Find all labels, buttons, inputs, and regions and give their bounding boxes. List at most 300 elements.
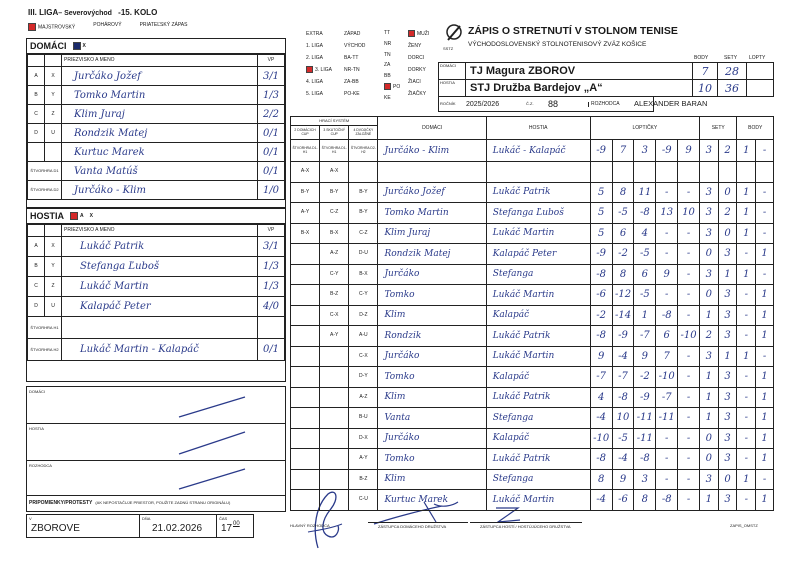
set-score: -5 bbox=[634, 244, 656, 265]
table-row: D U Rondzik Matej 0/1 bbox=[28, 124, 285, 143]
away-team-name: STJ Družba Bardejov „A“ bbox=[466, 80, 693, 97]
set-score: 8 bbox=[634, 490, 656, 511]
table-row: ŠTVORHRA H2 Lukáč Martin - Kalapáč 0/1 bbox=[28, 339, 285, 361]
set-score: - bbox=[678, 469, 700, 490]
player-vp: 0/1 bbox=[258, 162, 285, 181]
set-score: -11 bbox=[634, 408, 656, 429]
set-score: -8 bbox=[590, 449, 612, 470]
table-row: A X Lukáč Patrik 3/1 bbox=[28, 237, 285, 257]
points-away: 1 bbox=[756, 408, 774, 429]
sig-line-home bbox=[368, 522, 468, 523]
table-row: C Z Lukáč Martin 1/3 bbox=[28, 277, 285, 297]
away-player: Lukáč Martin bbox=[486, 346, 590, 367]
form-code: ZAPIS_OMSTZ bbox=[730, 523, 758, 528]
sets-away: 3 bbox=[718, 490, 737, 511]
system-cell: B-Y bbox=[291, 182, 320, 203]
system-cell: C-U bbox=[349, 490, 378, 511]
set-score: 3 bbox=[634, 469, 656, 490]
sets-home: 1 bbox=[700, 387, 719, 408]
player-vp: 0/1 bbox=[258, 124, 285, 143]
home-player: Jurčáko Jožef bbox=[378, 182, 486, 203]
date-cell: DŇA 21.02.2026 bbox=[140, 515, 217, 537]
system-cell: D-Y bbox=[349, 367, 378, 388]
points-home: - bbox=[737, 367, 756, 388]
sig-label-away: ZÁSTUPCA HOSTÍ / HOSTÚJÚCEHO DRUŽSTVA bbox=[480, 524, 571, 529]
col-vp-header: VP bbox=[258, 225, 285, 237]
player-name: Kalapáč Peter bbox=[62, 297, 258, 317]
set-score: -4 bbox=[590, 408, 612, 429]
system-cell bbox=[291, 428, 320, 449]
points-home: - bbox=[737, 244, 756, 265]
system-cell: C-Z bbox=[320, 203, 349, 224]
system-cell: C-Y bbox=[349, 285, 378, 306]
sets-away: 0 bbox=[718, 223, 737, 244]
set-score: - bbox=[678, 264, 700, 285]
sets-home: 3 bbox=[700, 469, 719, 490]
table-row: B Y Tomko Martin 1/3 bbox=[28, 86, 285, 105]
away-player: Lukáč Patrik bbox=[486, 182, 590, 203]
points-away: - bbox=[756, 182, 774, 203]
points-home: 1 bbox=[737, 182, 756, 203]
points-away: 1 bbox=[756, 305, 774, 326]
set-score: 5 bbox=[590, 223, 612, 244]
set-score: - bbox=[656, 244, 678, 265]
referee-name: ALEXANDER BARAN bbox=[634, 99, 708, 108]
set-score bbox=[678, 162, 700, 183]
system-cell: C-X bbox=[320, 305, 349, 326]
away-player: Kalapáč bbox=[486, 367, 590, 388]
system-cell: B-X bbox=[291, 223, 320, 244]
away-player: Kalapáč bbox=[486, 428, 590, 449]
player-name bbox=[62, 317, 258, 339]
player-vp: 1/3 bbox=[258, 277, 285, 297]
player-name: Lukáč Martin - Kalapáč bbox=[62, 339, 258, 361]
away-player: Kalapáč bbox=[486, 305, 590, 326]
league-name: III. LIGA bbox=[28, 8, 59, 17]
set-score: -10 bbox=[656, 367, 678, 388]
set-score: -9 bbox=[590, 140, 612, 162]
system-cell: A-Y bbox=[320, 326, 349, 347]
set-score: 11 bbox=[634, 182, 656, 203]
points-home: - bbox=[737, 326, 756, 347]
set-score: -4 bbox=[590, 490, 612, 511]
points-home: 1 bbox=[737, 346, 756, 367]
system-cell bbox=[320, 428, 349, 449]
points-home: - bbox=[737, 387, 756, 408]
system-cell: ŠTVORHRA D1-H1 bbox=[320, 140, 349, 162]
set-score: - bbox=[678, 428, 700, 449]
set-score: - bbox=[678, 244, 700, 265]
set-score bbox=[612, 162, 634, 183]
away-player: Stefanga bbox=[486, 408, 590, 429]
set-score: -8 bbox=[590, 326, 612, 347]
points-home: - bbox=[737, 305, 756, 326]
match-row bbox=[291, 305, 774, 326]
match-number: 88 bbox=[548, 99, 559, 109]
points-away: - bbox=[756, 264, 774, 285]
checkbox-checked-icon bbox=[73, 42, 81, 50]
set-score: -8 bbox=[634, 449, 656, 470]
sets-home: 0 bbox=[700, 244, 719, 265]
set-score: -4 bbox=[612, 346, 634, 367]
home-player: Tomko bbox=[378, 449, 486, 470]
player-vp: 3/1 bbox=[258, 237, 285, 257]
set-score: - bbox=[656, 428, 678, 449]
player-name: Tomko Martin bbox=[62, 86, 258, 105]
table-row: B Y Stefanga Ľuboš 1/3 bbox=[28, 257, 285, 277]
home-player: Jurčáko bbox=[378, 346, 486, 367]
table-row: C Z Klim Juraj 2/2 bbox=[28, 105, 285, 124]
match-row bbox=[291, 428, 774, 449]
set-score: -10 bbox=[678, 326, 700, 347]
points-away: 1 bbox=[756, 387, 774, 408]
system-cell: A-Z bbox=[349, 387, 378, 408]
form-subtitle: VÝCHODOSLOVENSKÝ STOLNOTENISOVÝ ZVÄZ KOŠICE bbox=[468, 41, 647, 48]
player-name: Rondzik Matej bbox=[62, 124, 258, 143]
sets-home bbox=[700, 162, 719, 183]
competition-leagues: EXTRA 1. LIGA 2. LIGA 3. LIGA 4. LIGA 5. LIGA bbox=[306, 31, 332, 97]
sig-label-home: ZÁSTUPCA DOMÁCEHO DRUŽSTVA bbox=[378, 524, 447, 529]
system-cell bbox=[320, 346, 349, 367]
home-player: Klim bbox=[378, 469, 486, 490]
set-score: -9 bbox=[590, 244, 612, 265]
set-score: -4 bbox=[612, 449, 634, 470]
system-cell: B-Z bbox=[320, 285, 349, 306]
set-score: - bbox=[678, 223, 700, 244]
system-cell: B-U bbox=[349, 408, 378, 429]
away-players-block bbox=[26, 208, 286, 382]
set-score: - bbox=[678, 387, 700, 408]
away-player: Lukáč Patrik bbox=[486, 449, 590, 470]
sets-away: 2 bbox=[718, 140, 737, 162]
set-score: -7 bbox=[634, 326, 656, 347]
set-score: - bbox=[656, 182, 678, 203]
match-row bbox=[291, 203, 774, 224]
sets-home: 3 bbox=[700, 264, 719, 285]
sets-away: 3 bbox=[718, 326, 737, 347]
system-cell: ŠTVORHRA D2-H2 bbox=[349, 140, 378, 162]
away-player: Lukáč Patrik bbox=[486, 326, 590, 347]
set-score: -8 bbox=[656, 305, 678, 326]
system-cell: A-U bbox=[349, 326, 378, 347]
system-cell: C-X bbox=[349, 346, 378, 367]
system-cell: C-Y bbox=[320, 264, 349, 285]
system-cell bbox=[291, 449, 320, 470]
system-cell bbox=[291, 408, 320, 429]
system-cell bbox=[320, 490, 349, 511]
sig-line-away bbox=[470, 522, 582, 523]
player-vp: 1/3 bbox=[258, 86, 285, 105]
table-row: ŠTVORHRA D2 Jurčáko - Klim 1/0 bbox=[28, 181, 285, 200]
match-row bbox=[291, 285, 774, 306]
system-cell bbox=[291, 367, 320, 388]
points-home: 1 bbox=[737, 140, 756, 162]
system-cell bbox=[320, 387, 349, 408]
competition-categories: MUŽI ŽENY DORCI DORKY ŽIACI ŽIAČKY bbox=[408, 31, 430, 97]
sets-home: 1 bbox=[700, 367, 719, 388]
footer-place-date bbox=[26, 514, 254, 538]
notes-block bbox=[26, 386, 286, 512]
player-name: Jurčáko Jožef bbox=[62, 67, 258, 86]
away-player: Stefanga bbox=[486, 469, 590, 490]
home-player: Klim bbox=[378, 387, 486, 408]
sets-away: 1 bbox=[718, 346, 737, 367]
set-score: -8 bbox=[612, 387, 634, 408]
system-cell bbox=[320, 408, 349, 429]
set-score: -7 bbox=[612, 367, 634, 388]
system-cell bbox=[320, 469, 349, 490]
system-cell: D-X bbox=[349, 428, 378, 449]
sets-home: 3 bbox=[700, 203, 719, 224]
system-cell: D-U bbox=[349, 244, 378, 265]
sets-away: 3 bbox=[718, 305, 737, 326]
set-score: 6 bbox=[634, 264, 656, 285]
player-name: Klim Juraj bbox=[62, 105, 258, 124]
points-home: 1 bbox=[737, 469, 756, 490]
set-score: -10 bbox=[590, 428, 612, 449]
sets-away: 3 bbox=[718, 367, 737, 388]
set-score bbox=[634, 162, 656, 183]
match-row bbox=[291, 244, 774, 265]
system-cell: B-Y bbox=[349, 182, 378, 203]
points-away: 1 bbox=[756, 285, 774, 306]
points-away bbox=[756, 162, 774, 183]
set-score: -2 bbox=[612, 244, 634, 265]
system-cell bbox=[291, 264, 320, 285]
points-home: - bbox=[737, 285, 756, 306]
system-cell: B-Y bbox=[320, 182, 349, 203]
set-score: 8 bbox=[612, 182, 634, 203]
col-vp-header: VP bbox=[258, 55, 285, 67]
player-vp: 2/2 bbox=[258, 105, 285, 124]
lopty-header: LOPTY bbox=[749, 55, 766, 61]
table-row: ŠTVORHRA H1 bbox=[28, 317, 285, 339]
checkbox-checked-icon bbox=[70, 212, 78, 220]
set-score: 9 bbox=[656, 264, 678, 285]
sets-away: 3 bbox=[718, 387, 737, 408]
system-cell: B-Y bbox=[349, 203, 378, 224]
set-score: 4 bbox=[590, 387, 612, 408]
set-score: -2 bbox=[590, 305, 612, 326]
table-row bbox=[28, 143, 285, 162]
home-block-title: DOMÁCI X bbox=[27, 39, 285, 54]
table-row: ŠTVORHRA D1 Vanta Matúš 0/1 bbox=[28, 162, 285, 181]
doubles-row bbox=[291, 140, 774, 162]
home-sety: 28 bbox=[718, 63, 747, 80]
notes-domaci: DOMÁCI bbox=[27, 387, 285, 424]
home-player: Jurčáko bbox=[378, 264, 486, 285]
set-score: 7 bbox=[612, 140, 634, 162]
sig-label-referee: HLAVNÝ ROZHODCA bbox=[290, 523, 330, 528]
match-row bbox=[291, 490, 774, 511]
notes-hostia: HOSTIA bbox=[27, 424, 285, 461]
sets-away: 0 bbox=[718, 469, 737, 490]
points-home: - bbox=[737, 408, 756, 429]
home-player: Rondzik Matej bbox=[378, 244, 486, 265]
system-cell bbox=[291, 346, 320, 367]
league-header bbox=[28, 8, 157, 17]
points-home: 1 bbox=[737, 264, 756, 285]
points-home: 1 bbox=[737, 203, 756, 224]
set-score: -8 bbox=[590, 264, 612, 285]
set-score: -12 bbox=[612, 285, 634, 306]
sets-away: 3 bbox=[718, 428, 737, 449]
system-cell bbox=[320, 367, 349, 388]
checkbox-checked-icon bbox=[408, 30, 415, 37]
set-score: 9 bbox=[612, 469, 634, 490]
time-cell: ČAS 17 00 bbox=[219, 516, 240, 534]
points-away: 1 bbox=[756, 367, 774, 388]
body-header: BODY bbox=[694, 55, 709, 61]
competition-matrix bbox=[306, 28, 436, 104]
system-cell: A-Y bbox=[291, 203, 320, 224]
set-score bbox=[590, 162, 612, 183]
player-vp: 0/1 bbox=[258, 143, 285, 162]
system-cell bbox=[291, 326, 320, 347]
system-cell: B-X bbox=[349, 264, 378, 285]
table-row: D U Kalapáč Peter 4/0 bbox=[28, 297, 285, 317]
sets-home: 3 bbox=[700, 346, 719, 367]
system-cell: B-Z bbox=[349, 469, 378, 490]
match-row bbox=[291, 264, 774, 285]
set-score: 8 bbox=[590, 469, 612, 490]
season-value: 2025/2026 bbox=[466, 100, 500, 108]
system-cell bbox=[291, 469, 320, 490]
player-name: Lukáč Patrik bbox=[62, 237, 258, 257]
points-home bbox=[737, 162, 756, 183]
set-score: 8 bbox=[612, 264, 634, 285]
system-cell: A-X bbox=[291, 162, 320, 183]
player-vp: 0/1 bbox=[258, 339, 285, 361]
col-name-header: PRIEZVISKO A MENO bbox=[62, 225, 258, 237]
col-body: BODY bbox=[737, 117, 774, 140]
set-score: 4 bbox=[634, 223, 656, 244]
place-cell: V ZBOROVE bbox=[27, 515, 140, 537]
set-score: - bbox=[678, 305, 700, 326]
system-cell bbox=[291, 285, 320, 306]
match-row bbox=[291, 162, 774, 183]
category-poharovy: POHÁROVÝ bbox=[93, 22, 122, 28]
set-score: 10 bbox=[612, 408, 634, 429]
home-player: Tomko Martin bbox=[378, 203, 486, 224]
set-score: -9 bbox=[656, 140, 678, 162]
player-name: Kurtuc Marek bbox=[62, 143, 258, 162]
points-away: - bbox=[756, 469, 774, 490]
system-cell: A-X bbox=[320, 162, 349, 183]
checkbox-checked-icon bbox=[28, 23, 36, 31]
sets-away: 1 bbox=[718, 264, 737, 285]
set-score: - bbox=[678, 182, 700, 203]
set-score: 7 bbox=[656, 346, 678, 367]
set-score: -8 bbox=[634, 203, 656, 224]
away-player: Lukáč Martin bbox=[486, 285, 590, 306]
sety-header: SETY bbox=[724, 55, 738, 61]
set-score: - bbox=[678, 367, 700, 388]
set-score: 9 bbox=[678, 140, 700, 162]
player-vp: 4/0 bbox=[258, 297, 285, 317]
player-vp bbox=[258, 317, 285, 339]
home-players-table bbox=[27, 54, 285, 200]
sets-away: 2 bbox=[718, 203, 737, 224]
col-lopticky: LOPTIČKY bbox=[590, 117, 699, 140]
system-cell bbox=[291, 387, 320, 408]
sets-away: 0 bbox=[718, 182, 737, 203]
away-block-title: HOSTIA A X bbox=[27, 209, 285, 224]
sets-home: 0 bbox=[700, 449, 719, 470]
match-row bbox=[291, 182, 774, 203]
match-row bbox=[291, 346, 774, 367]
sets-home: 1 bbox=[700, 305, 719, 326]
player-vp: 1/3 bbox=[258, 257, 285, 277]
set-score: -7 bbox=[656, 387, 678, 408]
system-cell bbox=[349, 162, 378, 183]
set-score: 13 bbox=[656, 203, 678, 224]
set-score: -9 bbox=[612, 326, 634, 347]
home-team-name: TJ Magura ZBOROV bbox=[466, 63, 693, 80]
sets-home: 1 bbox=[700, 490, 719, 511]
system-cell: B-X bbox=[320, 223, 349, 244]
system-cell: A-Y bbox=[349, 449, 378, 470]
strike-line-icon bbox=[177, 467, 247, 491]
sets-away bbox=[718, 162, 737, 183]
league-region: – Severovýchod bbox=[58, 10, 112, 17]
table-row: A X Jurčáko Jožef 3/1 bbox=[28, 67, 285, 86]
system-cell: ŠTVORHRA D1-H1 bbox=[291, 140, 320, 162]
points-away: 1 bbox=[756, 490, 774, 511]
system-cell bbox=[320, 449, 349, 470]
set-score: 9 bbox=[590, 346, 612, 367]
set-score: -7 bbox=[590, 367, 612, 388]
away-sety: 36 bbox=[718, 80, 747, 97]
sets-away: 3 bbox=[718, 408, 737, 429]
home-player: Klim bbox=[378, 305, 486, 326]
away-player: Kalapáč Peter bbox=[486, 244, 590, 265]
home-player: Vanta bbox=[378, 408, 486, 429]
match-row bbox=[291, 449, 774, 470]
sstz-logo-text: SSTZ bbox=[443, 46, 454, 51]
set-score: -6 bbox=[612, 490, 634, 511]
system-cell: D-Z bbox=[349, 305, 378, 326]
set-score: -9 bbox=[634, 387, 656, 408]
away-body: 10 bbox=[693, 80, 718, 97]
set-score: - bbox=[656, 449, 678, 470]
set-score: -5 bbox=[612, 428, 634, 449]
system-cell bbox=[291, 490, 320, 511]
home-player: Kurtuc Marek bbox=[378, 490, 486, 511]
set-score: 10 bbox=[678, 203, 700, 224]
points-away: - bbox=[756, 140, 774, 162]
system-header: HRACÍ SYSTÉM bbox=[291, 117, 378, 126]
set-score: -2 bbox=[634, 367, 656, 388]
notes-rozhodca: ROZHODCA bbox=[27, 461, 285, 496]
sets-away: 3 bbox=[718, 449, 737, 470]
sets-home: 0 bbox=[700, 285, 719, 306]
col-name-header: PRIEZVISKO A MENO bbox=[62, 55, 258, 67]
sets-home: 3 bbox=[700, 140, 719, 162]
player-name: Jurčáko - Klim bbox=[62, 181, 258, 200]
player-vp: 3/1 bbox=[258, 67, 285, 86]
set-score: 3 bbox=[634, 140, 656, 162]
match-row bbox=[291, 469, 774, 490]
sstz-logo-icon bbox=[442, 22, 466, 46]
away-player bbox=[486, 162, 590, 183]
home-player bbox=[378, 162, 486, 183]
set-score: - bbox=[678, 346, 700, 367]
set-score: -11 bbox=[656, 408, 678, 429]
set-score: - bbox=[678, 490, 700, 511]
set-score: - bbox=[656, 469, 678, 490]
points-away: - bbox=[756, 203, 774, 224]
